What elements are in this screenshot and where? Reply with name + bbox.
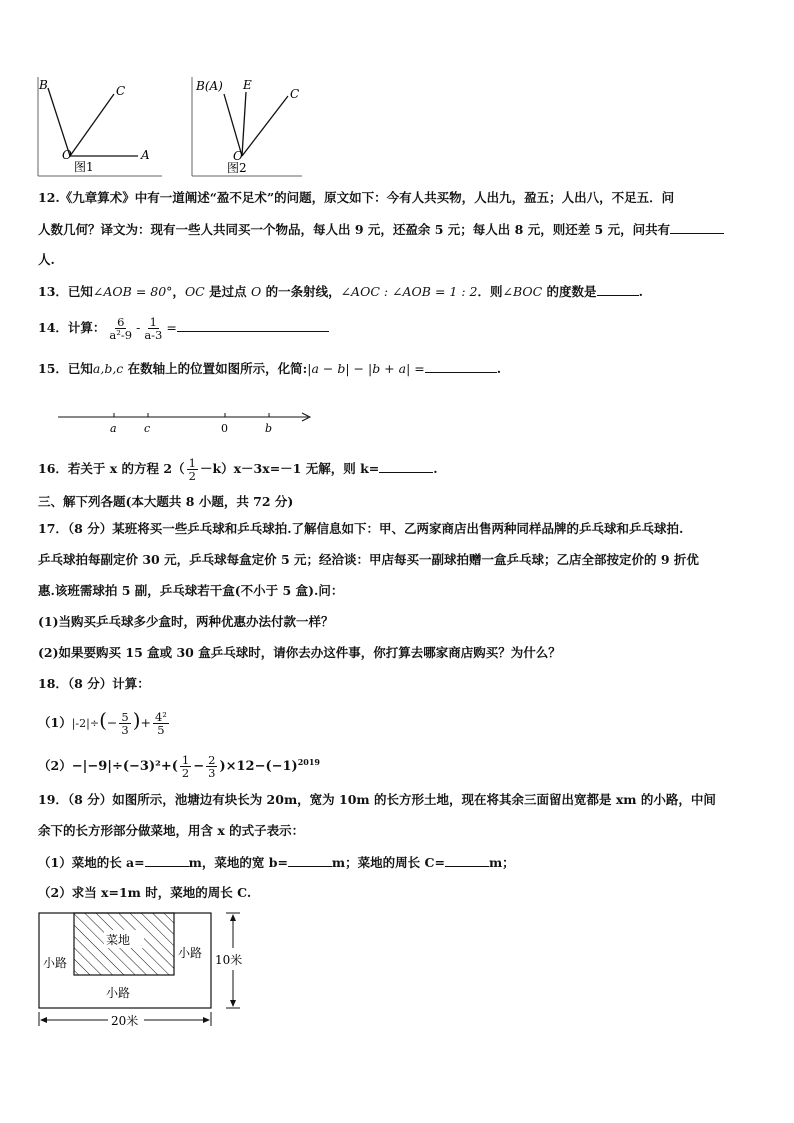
- path-bottom-label: 小路: [106, 986, 131, 1000]
- fig1-caption: 图1: [74, 160, 94, 174]
- q14-f2-den: a-3: [144, 328, 163, 342]
- q15-expr: |a − b| − |b + a| =: [307, 361, 425, 376]
- q17-line-1: 17．（8 分）某班将买一些乒乓球和乒乓球拍.了解信息如下：甲、乙两家商店出售两种同样品牌的乒乓球和乒乓球拍.: [38, 521, 684, 536]
- q19-sub1-d: m；: [488, 855, 515, 870]
- q13-boc: ∠BOC: [502, 284, 543, 299]
- q13-mid3: 的一条射线，: [261, 284, 341, 299]
- q18-p1-frac2-den: 5: [157, 723, 165, 737]
- q17-line-2: 乒乓球拍每副定价 30 元，乒乓球每盒定价 5 元；经洽谈：甲店每买一副球拍赠一盒乒乓球；乙店全部按定价的 9 折优: [38, 552, 699, 567]
- q13-line: [38, 283, 643, 300]
- q13-angle-aob: ∠AOB = 80°: [92, 284, 173, 299]
- q15-answer-blank[interactable]: [425, 360, 497, 373]
- fig2-label-o: O: [233, 149, 243, 163]
- q13-answer-blank[interactable]: [597, 283, 639, 296]
- axis-label-b: b: [265, 422, 273, 435]
- q18-p1-plus: +: [140, 715, 151, 730]
- section-3-heading: 三、解下列各题(本大题共 8 小题，共 72 分): [38, 494, 294, 509]
- q17-sub-1: (1)当购买乒乓球多少盒时，两种优惠办法付款一样？: [38, 614, 334, 629]
- q18-p1-fraction: [119, 711, 130, 736]
- q16-line: [38, 454, 438, 484]
- q18-p2-f2-den: 3: [208, 766, 216, 781]
- q18-p1-rparen: ): [132, 708, 141, 732]
- fig2-label-e: E: [243, 78, 252, 92]
- q19-blank-c[interactable]: [445, 854, 489, 867]
- q14-answer-blank[interactable]: [177, 319, 329, 332]
- q18-p2-exponent: 2019: [297, 757, 320, 767]
- q16-prefix: 16．若关于 x 的方程 2（: [38, 461, 185, 476]
- q14-f1-den: a²-9: [109, 328, 133, 342]
- q15-mid: 在数轴上的位置如图所示，化简:: [123, 361, 308, 376]
- q12-line-2: [38, 221, 724, 238]
- q18-part-1: [38, 704, 171, 736]
- q19-sub-2: （2）求当 x=1m 时，菜地的周长 C.: [38, 885, 252, 900]
- fig1-label-o: O: [62, 148, 72, 162]
- q18-p2-a: −|−9|÷(−3)²+(: [71, 759, 178, 775]
- q14-minus: -: [136, 320, 141, 335]
- q18-p1-frac2-num: 4²: [154, 710, 167, 724]
- q13-prefix: 13．已知: [38, 284, 93, 299]
- top-figures: [30, 72, 310, 180]
- q13-suffix: 的度数是: [542, 284, 597, 299]
- q17-sub-2: (2)如果要购买 15 盒或 30 盒乒乓球时，请你去办这件事，你打算去哪家商店购买？为什么？: [38, 645, 561, 660]
- q18-p2-fraction-2: [206, 754, 217, 779]
- q18-p2-minus: −: [193, 759, 205, 775]
- q13-ratio: ∠AOC : ∠AOB = 1 : 2: [340, 284, 478, 299]
- q16-f-num: 1: [188, 456, 196, 470]
- q18-p1-a: |-2|÷: [71, 717, 100, 730]
- q12-line-3: 人.: [38, 252, 55, 267]
- q15-end: .: [496, 361, 502, 376]
- q13-o: O: [250, 284, 262, 299]
- q14-line: [38, 312, 329, 344]
- path-right-label: 小路: [178, 946, 203, 960]
- q18-p1-fraction-2: [153, 711, 169, 736]
- fig2-label-c: C: [290, 87, 300, 101]
- q18-p1-frac-den: 3: [121, 723, 129, 737]
- q13-mid1: ，: [172, 284, 185, 299]
- q18-p2-f1-den: 2: [181, 766, 190, 781]
- q19-line-2: 余下的长方形部分做菜地，用含 x 的式子表示：: [38, 823, 305, 838]
- width-label: 20米: [111, 1014, 139, 1028]
- q18-p2-f2-num: 2: [208, 753, 216, 768]
- q19-line-1: 19．（8 分）如图所示，池塘边有块长为 20m，宽为 10m 的长方形土地，现在将其余三面留出宽都是 xm 的小路，中间: [38, 792, 716, 807]
- q14-prefix: 14．计算：: [38, 320, 106, 335]
- q18-p1-lparen: (: [99, 708, 107, 732]
- q16-f-den: 2: [188, 469, 196, 483]
- q14-f1-num: 6: [117, 315, 125, 329]
- q13-oc: OC: [184, 284, 205, 299]
- fig2-label-ba: B(A): [196, 79, 223, 93]
- q19-sub1-b: m，菜地的宽 b=: [188, 855, 288, 870]
- q13-mid4: ．则: [477, 284, 503, 299]
- q12-answer-blank[interactable]: [670, 221, 724, 234]
- fig2-caption: 图2: [227, 161, 247, 175]
- fig1-label-c: C: [116, 84, 126, 98]
- garden-label: 菜地: [106, 933, 131, 947]
- q19-blank-a[interactable]: [145, 854, 189, 867]
- axis-label-zero: 0: [221, 422, 228, 435]
- q18-p2-fraction-1: [180, 754, 191, 779]
- q16-fraction: [187, 457, 198, 482]
- q12-line-1: 12.《九章算术》中有一道阐述“盈不足术”的问题，原文如下：今有人共买物，人出九，盈五；人出八，不足五．问: [38, 190, 675, 205]
- q18-p2-label: （2）: [38, 758, 72, 774]
- axis-label-a: a: [110, 422, 117, 435]
- q13-end: .: [638, 284, 643, 299]
- q15-vars: a,b,c: [92, 361, 124, 376]
- q18-part-2: [38, 746, 320, 781]
- axis-label-c: c: [144, 422, 151, 435]
- q18-title: 18．（8 分）计算：: [38, 676, 150, 691]
- q14-fraction-2: [142, 316, 164, 341]
- q18-p1-neg: −: [106, 715, 118, 730]
- path-left-label: 小路: [43, 956, 68, 970]
- q14-eq: =: [166, 320, 177, 335]
- q12-line-2-text: 人数几何？译文为：现有一些人共同买一个物品，每人出 9 元，还盈余 5 元；每人出 8 元，则还差 5 元，问共有: [38, 222, 671, 237]
- q17-line-3: 惠.该班需球拍 5 副，乒乓球若干盒(不小于 5 盒).问：: [38, 583, 344, 598]
- fig1-label-b: B: [39, 78, 48, 92]
- q19-blank-b[interactable]: [288, 854, 332, 867]
- q14-f2-num: 1: [149, 315, 157, 329]
- q18-p2-b: )×12−(−1): [219, 759, 298, 775]
- q15-line: [38, 360, 501, 377]
- q16-end: .: [433, 461, 438, 476]
- q15-prefix: 15．已知: [38, 361, 93, 376]
- q18-p1-frac-num: 5: [121, 710, 129, 724]
- garden-figure: [34, 908, 249, 1033]
- q18-p2-f1-num: 1: [181, 753, 190, 768]
- q13-mid2: 是过点: [204, 284, 251, 299]
- q18-p1-label: （1）: [38, 715, 72, 730]
- q19-sub1-a: （1）菜地的长 a=: [38, 855, 145, 870]
- q16-suffix: －k）x－3x=－1 无解，则 k=: [199, 461, 380, 476]
- number-line: [56, 408, 318, 438]
- q19-sub-1: [38, 854, 515, 871]
- q19-sub1-c: m；菜地的周长 C=: [331, 855, 445, 870]
- height-label: 10米: [215, 953, 243, 967]
- fig1-label-a: A: [141, 148, 150, 162]
- q16-answer-blank[interactable]: [379, 460, 433, 473]
- q14-fraction-1: [107, 316, 134, 341]
- figure-1: [38, 77, 162, 176]
- figure-2: [192, 77, 302, 176]
